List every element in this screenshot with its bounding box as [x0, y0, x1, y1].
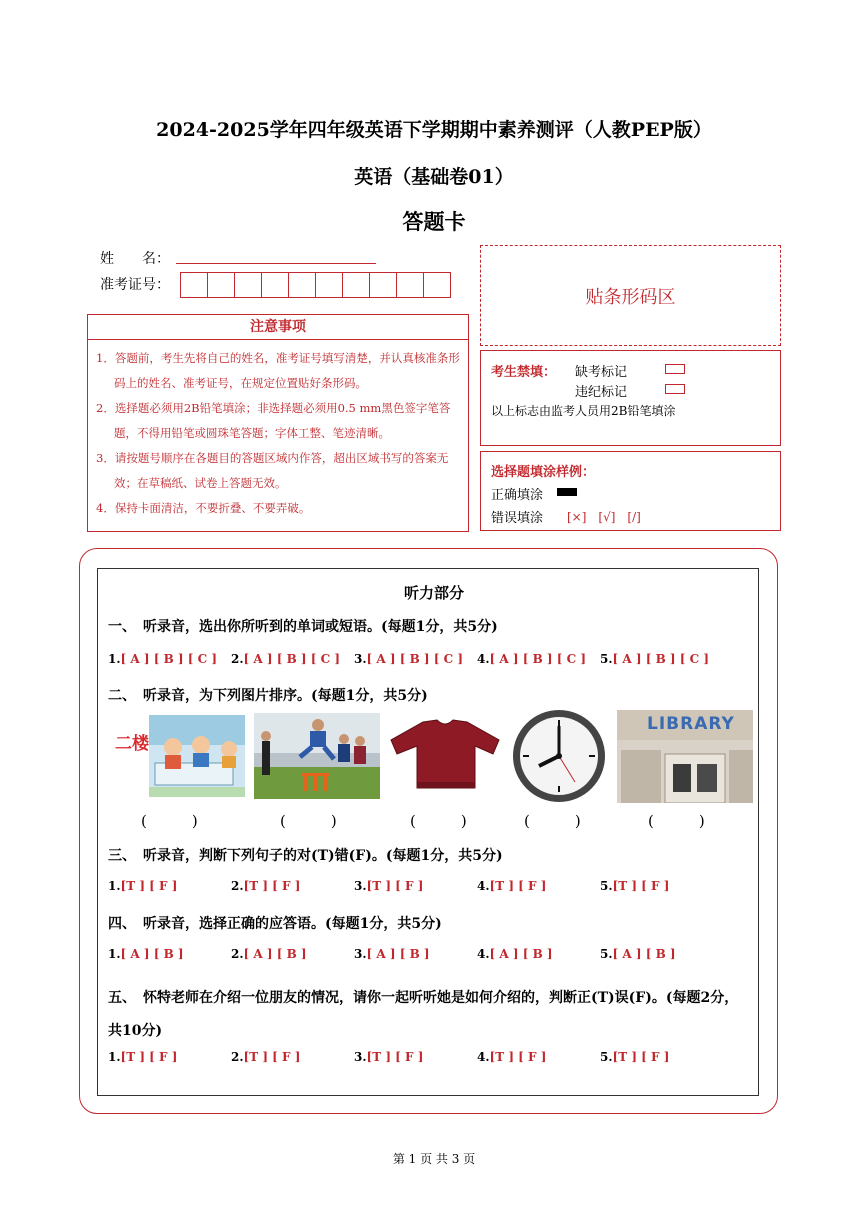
notice-item: 2．选择题必须用2B铅笔填涂；非选择题必须用0.5 mm黑色签字笔答题，不得用铅笔或圆珠笔答题；字体工整、笔迹清晰。	[96, 401, 451, 440]
answer-item[interactable]: 1.[ A ] [ B ] [ C ]	[108, 652, 218, 666]
section1-heading: 一、 听录音，选出你所听到的单词或短语。(每题1分，共5分)	[108, 619, 498, 635]
answer-item[interactable]: 3.[T ] [ F ]	[354, 1050, 424, 1064]
section3-answers	[108, 879, 723, 893]
sample-title: 选择题填涂样例：	[491, 465, 596, 480]
notice-item: 3．请按题号顺序在各题目的答题区域内作答，超出区域书写的答案无效；在草稿纸、试卷上答题无效。	[96, 451, 449, 490]
notice-item: 4．保持卡面清洁，不要折叠、不要弄破。	[96, 501, 311, 515]
wrong-label: 错误填涂	[491, 511, 544, 526]
section3-heading: 三、 听录音，判断下列句子的对(T)错(F)。(每题1分，共5分)	[108, 848, 503, 864]
forbid-box	[480, 350, 781, 446]
absent-mark[interactable]	[665, 364, 685, 374]
exam-subtitle: 英语（基础卷01）	[354, 166, 514, 188]
answer-item[interactable]: 2.[ A ] [ B ]	[231, 947, 307, 961]
answer-item[interactable]: 1.[T ] [ F ]	[108, 1050, 178, 1064]
answer-item[interactable]: 5.[T ] [ F ]	[600, 879, 670, 893]
id-digit-box[interactable]	[370, 273, 397, 297]
name-field[interactable]	[176, 262, 376, 264]
exam-title: 2024-2025学年四年级英语下学期期中素养测评（人教PEP版）	[156, 119, 712, 141]
answer-item[interactable]: 3.[T ] [ F ]	[354, 879, 424, 893]
section4-heading: 四、 听录音，选择正确的应答语。(每题1分，共5分)	[108, 916, 442, 932]
section5-answers	[108, 1050, 723, 1064]
answer-item[interactable]: 4.[T ] [ F ]	[477, 1050, 547, 1064]
running-picture	[254, 713, 380, 799]
forbid-note: 以上标志由监考人员用2B铅笔填涂	[491, 404, 676, 418]
order-blank[interactable]: ( )	[280, 812, 337, 830]
listening-title: 听力部分	[403, 584, 464, 602]
order-blank[interactable]: ( )	[410, 812, 467, 830]
section5-heading: 五、 怀特老师在介绍一位朋友的情况，请你一起听听她是如何介绍的，判断正(T)误(F)。(每题2分，共10分)	[108, 990, 739, 1039]
sample-box	[480, 451, 781, 531]
correct-label: 正确填涂	[491, 488, 544, 503]
answer-item[interactable]: 1.[T ] [ F ]	[108, 879, 178, 893]
sweater-picture	[389, 718, 501, 792]
answer-item[interactable]: 3.[ A ] [ B ]	[354, 947, 430, 961]
id-digit-box[interactable]	[208, 273, 235, 297]
id-digit-box[interactable]	[424, 273, 450, 297]
violation-mark[interactable]	[665, 384, 685, 394]
section4-answers	[108, 947, 723, 961]
wrong-marks: [×] [√] [/]	[567, 510, 641, 524]
id-digit-box[interactable]	[235, 273, 262, 297]
order-blank[interactable]: ( )	[648, 812, 705, 830]
second-floor-label: 二楼	[115, 734, 149, 754]
answer-item[interactable]: 4.[T ] [ F ]	[477, 879, 547, 893]
section1-answers	[108, 652, 723, 666]
notice-title: 注意事项	[88, 315, 468, 340]
exam-id-boxes[interactable]	[180, 272, 451, 298]
order-blank[interactable]: ( )	[141, 812, 198, 830]
clock-picture	[511, 708, 607, 804]
id-digit-box[interactable]	[316, 273, 343, 297]
id-digit-box[interactable]	[397, 273, 424, 297]
name-label: 姓 名：	[100, 251, 170, 267]
id-digit-box[interactable]	[181, 273, 208, 297]
id-digit-box[interactable]	[289, 273, 316, 297]
answer-item[interactable]: 4.[ A ] [ B ] [ C ]	[477, 652, 587, 666]
forbid-label: 考生禁填：	[491, 365, 557, 380]
answer-item[interactable]: 4.[ A ] [ B ]	[477, 947, 553, 961]
answer-item[interactable]: 3.[ A ] [ B ] [ C ]	[354, 652, 464, 666]
page-number: 第 1 页 共 3 页	[392, 1152, 476, 1166]
classroom-picture	[115, 713, 247, 799]
section2-heading: 二、 听录音，为下列图片排序。(每题1分，共5分)	[108, 688, 428, 704]
answer-item[interactable]: 5.[ A ] [ B ] [ C ]	[600, 652, 710, 666]
notice-box	[87, 314, 469, 532]
answer-item[interactable]: 1.[ A ] [ B ]	[108, 947, 184, 961]
library-picture	[617, 710, 753, 803]
id-digit-box[interactable]	[262, 273, 289, 297]
answer-item[interactable]: 2.[T ] [ F ]	[231, 1050, 301, 1064]
violation-label: 违纪标记	[575, 385, 628, 400]
answer-item[interactable]: 2.[T ] [ F ]	[231, 879, 301, 893]
id-digit-box[interactable]	[343, 273, 370, 297]
order-blank[interactable]: ( )	[524, 812, 581, 830]
answer-card-title: 答题卡	[402, 209, 466, 234]
id-label: 准考证号：	[100, 277, 170, 293]
answer-item[interactable]: 5.[T ] [ F ]	[600, 1050, 670, 1064]
absent-label: 缺考标记	[575, 365, 628, 380]
notice-item: 1．答题前，考生先将自己的姓名，准考证号填写清楚，并认真核准条形码上的姓名、准考证号，在规定位置贴好条形码。	[96, 351, 460, 390]
answer-item[interactable]: 5.[ A ] [ B ]	[600, 947, 676, 961]
barcode-area: 贴条形码区	[480, 245, 781, 346]
answer-item[interactable]: 2.[ A ] [ B ] [ C ]	[231, 652, 341, 666]
correct-fill-sample	[557, 488, 577, 496]
library-sign: LIBRARY	[647, 714, 735, 734]
